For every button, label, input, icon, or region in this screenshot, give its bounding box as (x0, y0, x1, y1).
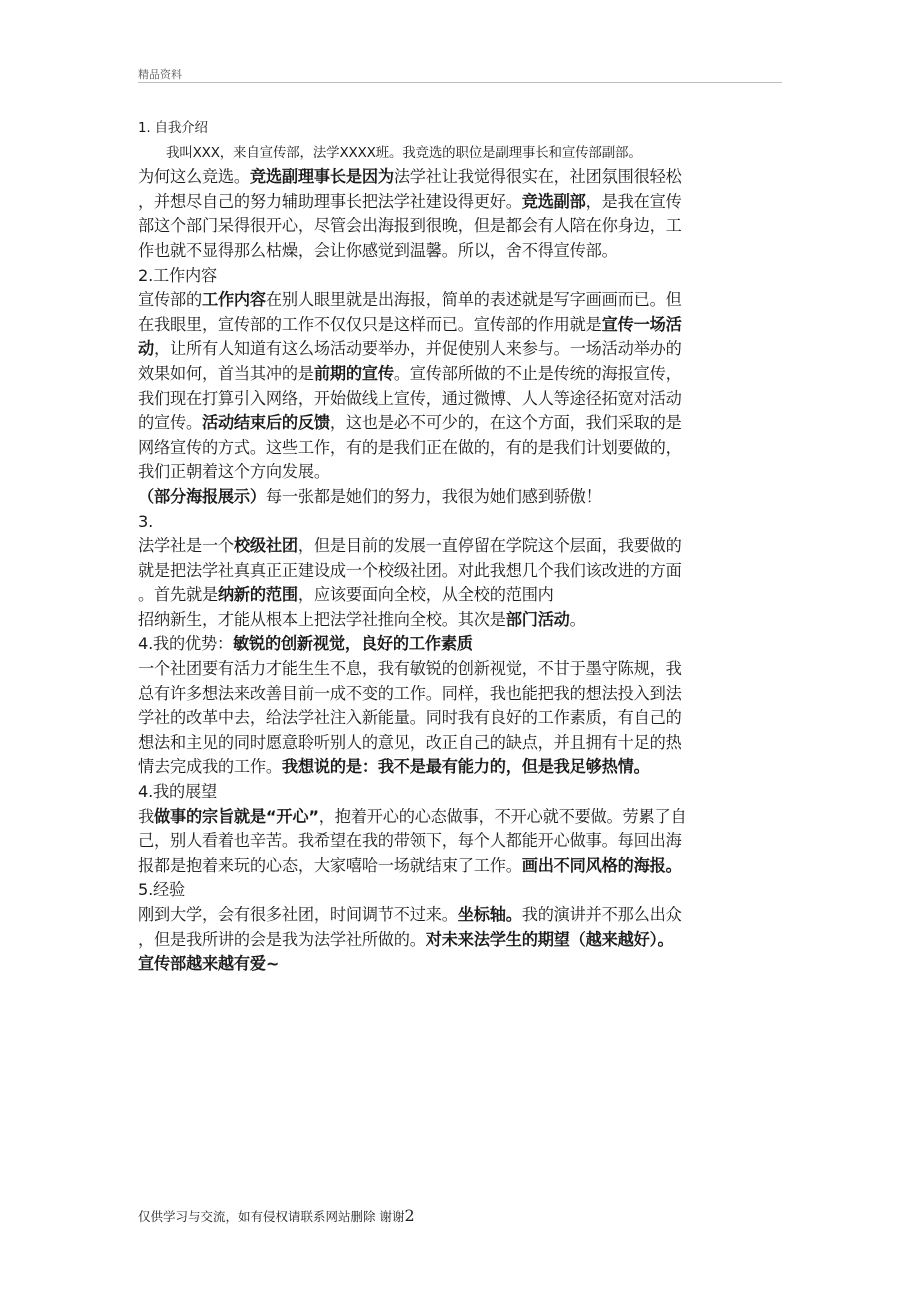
text-run: 想法和主见的同时愿意聆听别人的意见，改正自己的缺点，并且拥有十足的热 (138, 732, 682, 752)
bold-text: 竞选副部 (521, 191, 586, 211)
bold-text: 坐标轴。 (457, 905, 522, 924)
text-line (138, 559, 786, 584)
text-run: 招纳新生，才能从根本上把法学社推向全校。其次是 (138, 609, 506, 629)
text-run: ，但是目前的发展一直停留在学院这个层面，我要做的 (297, 536, 682, 556)
text-line (138, 165, 786, 190)
text-run: 的宣传。 (138, 413, 202, 433)
text-run: 法学社让我觉得很实在，社团氛围很轻松 (393, 167, 682, 187)
bold-text: 画出不同风格的海报。 (521, 855, 682, 875)
text-run: 在我眼里，宣传部的工作不仅仅只是这样而已。宣传部的作用就是 (138, 314, 602, 334)
text-line (138, 510, 786, 535)
text-line (138, 141, 786, 166)
bold-text: 部门活动 (505, 609, 570, 629)
bold-text: 宣传部越来越有爱~ (138, 954, 280, 974)
text-run: 情去完成我的工作。 (138, 757, 282, 777)
bold-text: 动 (138, 339, 154, 359)
text-line (138, 805, 786, 830)
text-run: ，应该要面向全校，从全校的范围内 (297, 585, 554, 605)
text-run: 我们正朝着这个方向发展。 (138, 462, 330, 482)
text-run: ，但是我所讲的会是我为法学社所做的。 (138, 929, 426, 949)
text-run: 我 (138, 806, 154, 826)
bold-text: 校级社团 (233, 536, 298, 556)
text-run: 报都是抱着来玩的心态，大家嘻哈一场就结束了工作。 (138, 855, 522, 875)
text-line (138, 706, 786, 731)
text-line (138, 878, 786, 903)
text-run: 5.经验 (138, 880, 186, 900)
page-footer (138, 1206, 415, 1225)
page-header-label: 精品资料 (138, 68, 182, 81)
text-run: 宣传部的 (138, 290, 202, 310)
text-run: ，是我在宣传 (585, 191, 682, 211)
text-run: 一个社团要有活力才能生生不息，我有敏锐的创新视觉，不甘于墨守陈规，我 (138, 659, 682, 679)
page-number: 2 (404, 1206, 415, 1225)
text-line (138, 854, 786, 879)
bold-text: 工作内容 (201, 290, 266, 310)
text-line (138, 337, 786, 362)
bold-text: 前期的宣传 (313, 363, 394, 383)
text-line (138, 903, 786, 928)
text-run: 法学社是一个 (138, 536, 234, 556)
text-run: 效果如何，首当其冲的是 (138, 363, 314, 383)
text-run: 就是把法学社真真正正建设成一个校级社团。对此我想几个我们该改进的方面 (138, 560, 682, 580)
text-line (138, 829, 786, 854)
text-run: 1. 自我介绍 (138, 120, 208, 136)
text-line (138, 288, 786, 313)
text-run: 3. (138, 511, 154, 531)
bold-text: 活动结束后的反馈 (201, 413, 330, 433)
text-line (138, 239, 786, 264)
text-run: ，抱着开心的心态做事，不开心就不要做。劳累了自 (318, 806, 687, 826)
text-run: ，这也是必不可少的，在这个方面，我们采取的是 (329, 413, 682, 433)
text-line (138, 190, 786, 215)
text-run: ，并想尽自己的努力辅助理事长把法学社建设得更好。 (138, 191, 522, 211)
text-line (138, 608, 786, 633)
text-run: 2.工作内容 (138, 265, 217, 285)
text-line (138, 928, 786, 953)
text-line (138, 632, 786, 657)
text-line (138, 313, 786, 338)
text-run: 在别人眼里就是出海报，简单的表述就是写字画画而已。但 (265, 290, 682, 310)
text-run: 总有许多想法来改善目前一成不变的工作。同样，我也能把我的想法投入到法 (138, 683, 682, 703)
text-run: ，让所有人知道有这么场活动要举办，并促使别人来参与。一场活动举办的 (154, 339, 682, 359)
text-run: 。首先就是 (138, 585, 218, 605)
text-line (138, 780, 786, 805)
text-run: 作也就不显得那么枯燥，会让你感觉到温馨。所以，舍不得宣传部。 (138, 240, 618, 260)
text-run: 我们现在打算引入网络，开始做线上宣传，通过微博、人人等途径拓宽对活动 (138, 388, 682, 408)
text-run: 刚到大学，会有很多社团，时间调节不过来。 (138, 905, 458, 924)
text-run: 我叫XXX，来自宣传部，法学XXXX班。我竞选的职位是副理事长和宣传部副部。 (166, 144, 642, 161)
bold-text: 敏锐的创新视觉，良好的工作素质 (232, 634, 473, 654)
document-body (138, 116, 786, 977)
text-line (138, 264, 786, 289)
header-divider (138, 82, 782, 83)
text-run: 每一张都是她们的努力，我很为她们感到骄傲！ (265, 486, 602, 506)
text-run: 己，别人看着也辛苦。我希望在我的带领下，每个人都能开心做事。每回出海 (138, 831, 682, 851)
text-line (138, 436, 786, 461)
text-line (138, 583, 786, 608)
text-line (138, 682, 786, 707)
text-line (138, 534, 786, 559)
text-run: 网络宣传的方式。这些工作，有的是我们正在做的，有的是我们计划要做的， (138, 437, 682, 457)
text-run: 为何这么竞选。 (138, 167, 250, 187)
text-run: 学社的改革中去，给法学社注入新能量。同时我有良好的工作素质，有自己的 (138, 708, 682, 728)
bold-text: 做事的宗旨就是“开心” (154, 806, 319, 826)
text-line (138, 387, 786, 412)
text-line (138, 214, 786, 239)
text-run: 部这个部门呆得很开心，尽管会出海报到很晚，但是都会有人陪在你身边，工 (138, 216, 682, 236)
text-line (138, 755, 786, 780)
footer-note: 仅供学习与交流，如有侵权请联系网站删除 谢谢 (138, 1209, 405, 1224)
text-line (138, 460, 786, 485)
bold-text: 对未来法学生的期望（越来越好）。 (425, 929, 674, 949)
bold-text: 纳新的范围 (217, 585, 298, 605)
text-line (138, 411, 786, 436)
bold-text: 竞选副理事长是因为 (249, 167, 394, 187)
text-line (138, 952, 786, 977)
text-line (138, 116, 786, 141)
bold-text: （部分海报展示） (138, 486, 266, 506)
text-line (138, 485, 786, 510)
text-run: 。 (569, 609, 586, 629)
text-run: 。宣传部所做的不止是传统的海报宣传， (393, 363, 682, 383)
text-line (138, 731, 786, 756)
text-run: 我的演讲并不那么出众 (521, 905, 682, 924)
text-run: 4.我的展望 (138, 782, 217, 802)
text-line (138, 362, 786, 387)
text-run: 4.我的优势： (138, 634, 233, 654)
text-line (138, 657, 786, 682)
bold-text: 我想说的是：我不是最有能力的，但是我足够热情。 (281, 757, 650, 777)
bold-text: 宣传一场活 (601, 314, 682, 334)
